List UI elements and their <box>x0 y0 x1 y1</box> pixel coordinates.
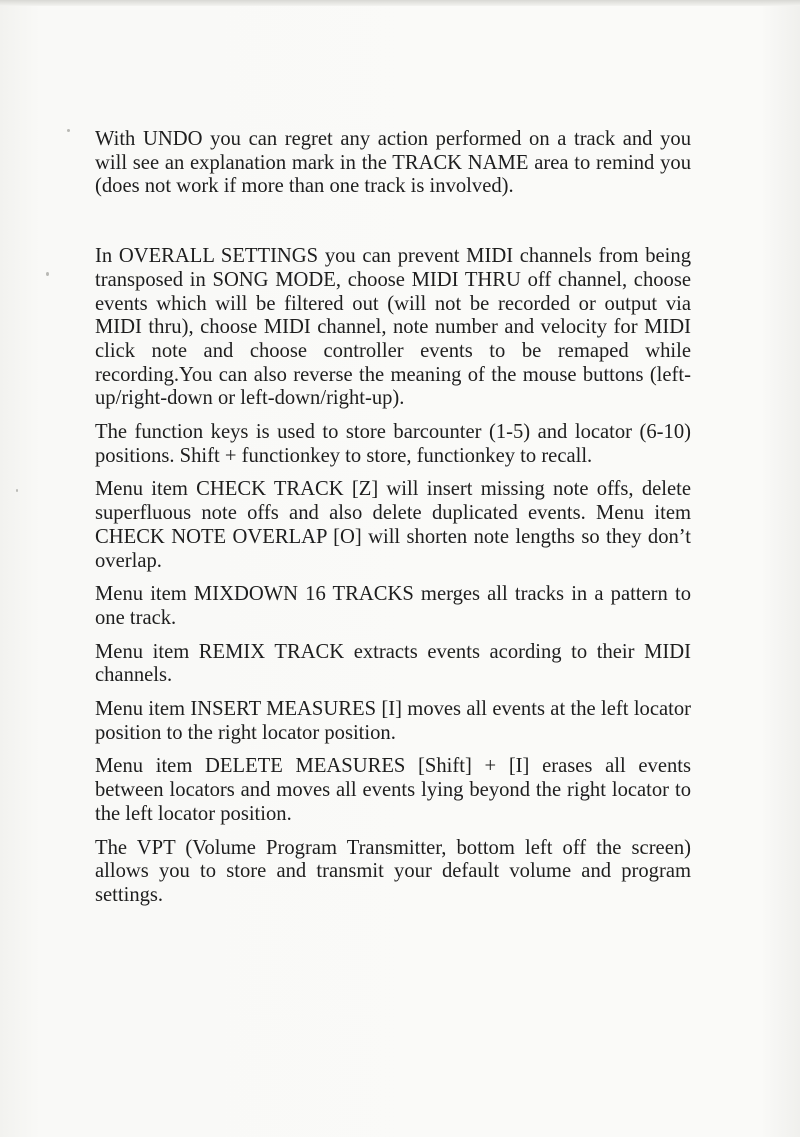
scan-speck <box>67 129 70 132</box>
paragraph-check-track: Menu item CHECK TRACK [Z] will insert missing note offs, delete superfluous note offs and also delete duplicated events. Menu item CHECK NOTE OVERLAP [O] will shorten note lengths so they don’t overlap. <box>95 478 691 572</box>
paragraph-undo: With UNDO you can regret any action performed on a track and you will see an explanation mark in the TRACK NAME area to remind you (does not work if more than one track is involved). <box>95 128 691 198</box>
page-top-edge <box>0 0 800 6</box>
scan-speck <box>16 489 18 492</box>
scan-speck <box>46 272 49 276</box>
paragraph-remix-track: Menu item REMIX TRACK extracts events acording to their MIDI channels. <box>95 640 691 687</box>
paragraph-insert-measures: Menu item INSERT MEASURES [I] moves all events at the left locator position to the right locator position. <box>95 698 691 744</box>
paragraph-overall-settings: In OVERALL SETTINGS you can prevent MIDI channels from being transposed in SONG MODE, choose MIDI THRU off channel, choose events which will be filtered out (will not be recorded or output via MIDI thru), choose MIDI channel, note number and velocity for MIDI click note and choose controller events to be remaped while recording.You can also reverse the meaning of the mouse buttons (left-up/right-down or left-down/right-up). <box>95 245 691 410</box>
paragraph-mixdown: Menu item MIXDOWN 16 TRACKS merges all tracks in a pattern to one track. <box>95 583 691 629</box>
paragraph-function-keys: The function keys is used to store barcounter (1-5) and locator (6-10) positions. Shift + functionkey to store, functionkey to recall. <box>95 421 691 467</box>
paragraph-delete-measures: Menu item DELETE MEASURES [Shift] + [I] erases all events between locators and moves all events lying beyond the right locator to the left locator position. <box>95 755 691 825</box>
paragraph-vpt: The VPT (Volume Program Transmitter, bottom left off the screen) allows you to store and transmit your default volume and program settings. <box>95 836 691 906</box>
document-body <box>95 128 691 908</box>
